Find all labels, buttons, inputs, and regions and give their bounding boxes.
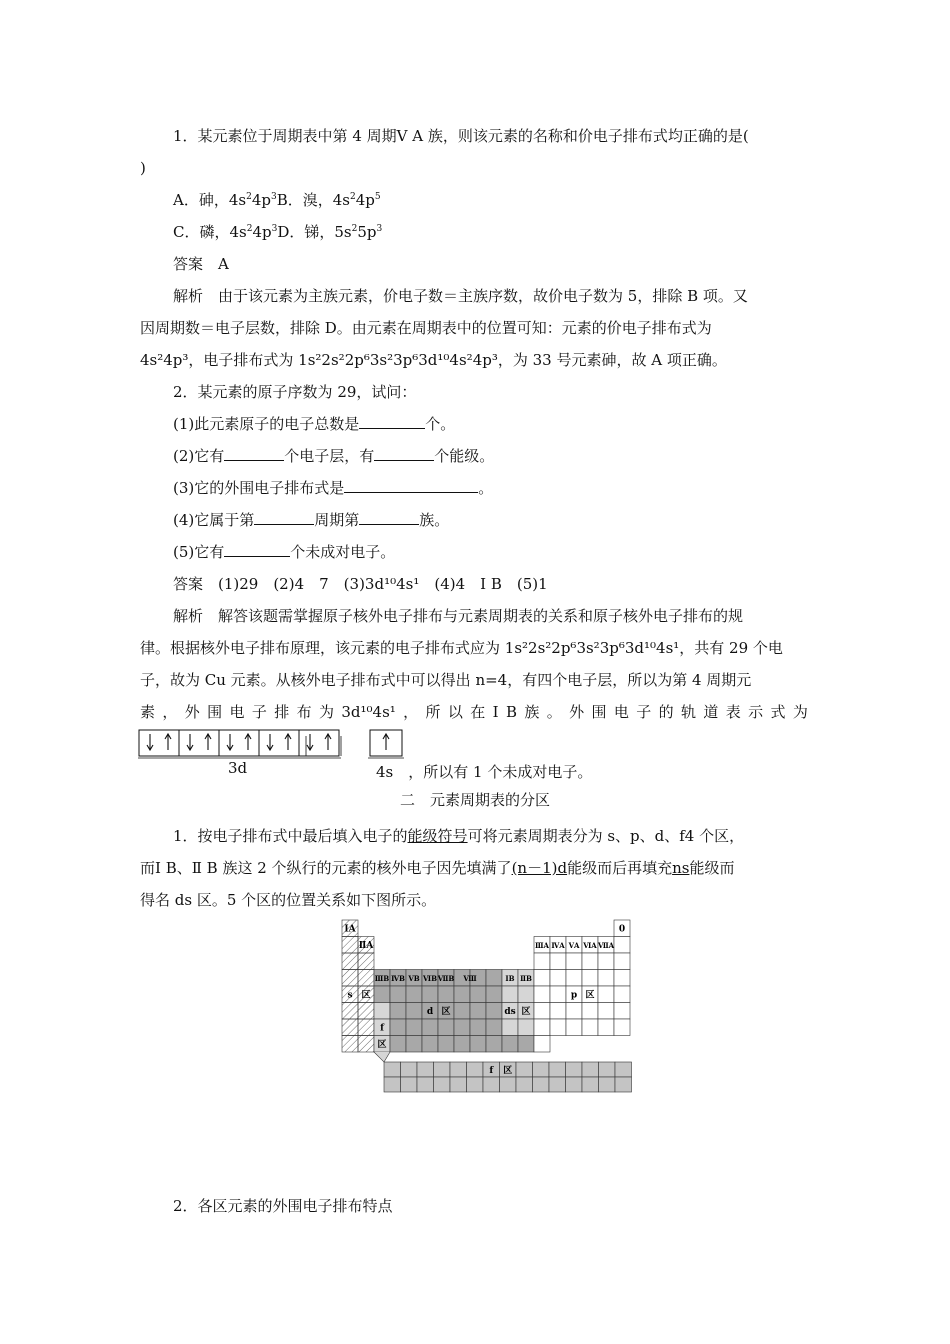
justified-token: 为 [319,703,335,721]
f-block-cell [533,1077,550,1092]
f-block-cell [384,1077,401,1092]
q1-stem: 1．某元素位于周期表中第 4 周期Ⅴ A 族，则该元素的名称和价电子排布式均正确的是( [173,127,749,145]
justified-token: 3d¹⁰4s¹ [341,703,396,721]
justified-token: 的 [658,703,674,721]
block-label-d: d [426,1007,434,1018]
f-block-cell [599,1077,616,1092]
f-block-cell [566,1077,583,1092]
group-label: ⅢB [374,974,390,984]
group-label: ⅤA [568,941,580,951]
f-block-cell [516,1077,533,1092]
f-block-cell [401,1062,418,1077]
f-block-cell [450,1062,467,1077]
f-block-cell [615,1077,632,1092]
section-heading: 二 元素周期表的分区 [399,791,550,809]
block-label-p: p [570,990,578,1001]
f-row-label: f [489,1066,494,1076]
q2-answer: 答案 (1)29 (2)4 7 (3)3d¹⁰4s¹ (4)4 Ⅰ B (5)1 [173,575,548,593]
q2-part2: (2)它有 个电子层，有 个能级。 [173,447,495,465]
f-block-cell [401,1077,418,1092]
group-label: ⅣB [391,974,405,984]
justified-token: 在 [470,703,486,721]
section2-p1-line2: 而Ⅰ B、Ⅱ B 族这 2 个纵行的元素的核外电子因先填满了(n－1)d能级而后再填充ns能级而 [140,859,735,877]
block-label-ds: ds [504,1007,516,1018]
blank[interactable] [359,510,419,525]
justified-token: ， [403,703,419,721]
f-block-cell [500,1077,517,1092]
f-block-cell [434,1062,451,1077]
justified-token: 道 [703,703,719,721]
group-label: Ⅷ [463,974,477,984]
group-label: ⅦB [437,974,455,984]
justified-token: 围 [591,703,607,721]
block-label-f: f [380,1023,384,1034]
justified-token: ， [162,703,178,721]
f-block-cell [516,1062,533,1077]
group-label: ⅡA [358,941,374,952]
justified-token: 族 [524,703,540,721]
justified-token: 子 [251,703,267,721]
q2-part1: (1)此元素原子的电子总数是 个。 [173,415,456,433]
f-block-cell [566,1062,583,1077]
block-label-p: 区 [585,990,595,1001]
justified-token: 示 [748,703,764,721]
blank[interactable] [254,510,314,525]
q2-analysis-line2: 律。根据核外电子排布原理，该元素的电子排布式应为 1s²2s²2p⁶3s²3p⁶3d¹⁰4s¹，共有 29 个电 [140,639,783,657]
block-label-d: 区 [441,1007,451,1018]
f-block-cell [582,1062,599,1077]
orbital-3d-frame [139,730,339,756]
justified-token: 外 [569,703,585,721]
blank[interactable] [344,478,478,493]
block-label-f: 区 [377,1040,387,1051]
justified-token: 围 [207,703,223,721]
justified-token: 式 [770,703,786,721]
block-label-s: 区 [361,990,371,1001]
group-label: ⅥA [583,941,597,951]
q1-options-cd: C．磷，$4s^24p^3D$．锑，$5s^25p^3$ [173,223,383,241]
group-label: 0 [618,924,626,935]
group-label: ⅤB [408,974,420,984]
justified-token: 排 [274,703,290,721]
group-label: ⅢA [535,941,549,951]
f-block-cell [599,1062,616,1077]
orbital-3d-label: 3d [228,759,248,777]
q1-options-ab: A．砷，$4s^24p^3B$．溴，$4s^24p^5$ [173,191,381,209]
section2-p1-line3: 得名 ds 区。5 个区的位置关系如下图所示。 [140,891,437,909]
blank[interactable] [224,542,290,557]
q1-answer: 答案 A [173,255,229,273]
f-block-cell [549,1062,566,1077]
justified-token: 外 [184,703,200,721]
justified-token: 。 [546,703,562,721]
q2-analysis-line1: 解析 解答该题需掌握原子核外电子排布与元素周期表的关系和原子核外电子排布的规 [173,607,744,625]
section2-p1-line1: 1．按电子排布式中最后填入电子的能级符号可将元素周期表分为 s、p、d、f4 个区， [173,827,745,845]
q2-part5: (5)它有 个未成对电子。 [173,543,396,561]
justified-token: 布 [296,703,312,721]
q2-stem: 2．某元素的原子序数为 29，试问： [173,383,417,401]
q2-analysis-line3: 子，故为 Cu 元素。从核外电子排布式中可以得出 n=4，有四个电子层，所以为第 4 周期元 [140,671,752,689]
f-block-cell [434,1077,451,1092]
group-label: ⅣA [551,941,565,951]
justified-token: 素 [140,703,156,721]
q1-stem-end: ) [140,159,146,177]
justified-token: 子 [636,703,652,721]
f-block-cell [549,1077,566,1092]
q1-analysis-line3: 4s²4p³，电子排布式为 1s²2s²2p⁶3s²3p⁶3d¹⁰4s²4p³，为 33 号元素砷，故 A 项正确。 [140,351,727,369]
justified-token: 以 [447,703,463,721]
f-block-cell [533,1062,550,1077]
block-label-ds: 区 [521,1007,531,1018]
justified-token: 所 [425,703,441,721]
periodic-table-figure [340,915,640,1095]
q2-part4: (4)它属于第 周期第 族。 [173,511,450,529]
justified-token: B [505,703,517,721]
q2-part3: (3)它的外围电子排布式是 。 [173,479,494,497]
block-label-s: s [347,990,353,1001]
group-label: ⅠA [344,924,356,935]
f-row-label: 区 [503,1066,513,1076]
justified-token: 电 [613,703,629,721]
q1-analysis-line2: 因周期数＝电子层数，排除 D。由元素在周期表中的位置可知：元素的价电子排布式为 [140,319,712,337]
f-block-cell [450,1077,467,1092]
orbital-4s-label: 4s ，所以有 1 个未成对电子。 [376,763,593,781]
f-block-cell [582,1077,599,1092]
justified-token: 表 [725,703,741,721]
blank[interactable] [359,414,425,429]
orbital-3d-boxes [139,730,339,756]
blank[interactable] [224,446,284,461]
group-label: ⅡB [520,974,532,984]
q1-analysis-line1: 解析 由于该元素为主族元素，价电子数＝主族序数，故价电子数为 5，排除 B 项。又 [173,287,748,305]
blank[interactable] [374,446,434,461]
f-block-cell [417,1077,434,1092]
group-label: ⅥB [423,974,437,984]
q2-analysis-line4 [140,702,808,722]
group-label: ⅦA [597,941,615,951]
justified-token: 轨 [680,703,696,721]
justified-token: 为 [792,703,808,721]
f-block-cell [467,1077,484,1092]
f-block-cell [483,1077,500,1092]
f-block-cell [615,1062,632,1077]
f-block-cell [384,1062,401,1077]
f-block-cell [417,1062,434,1077]
orbital-4s-box [370,730,402,756]
f-block-cell [467,1062,484,1077]
justified-token: 电 [229,703,245,721]
group-label: ⅠB [505,974,515,984]
section2-p2: 2．各区元素的外围电子排布特点 [173,1197,393,1215]
justified-token: Ⅰ [492,703,499,721]
